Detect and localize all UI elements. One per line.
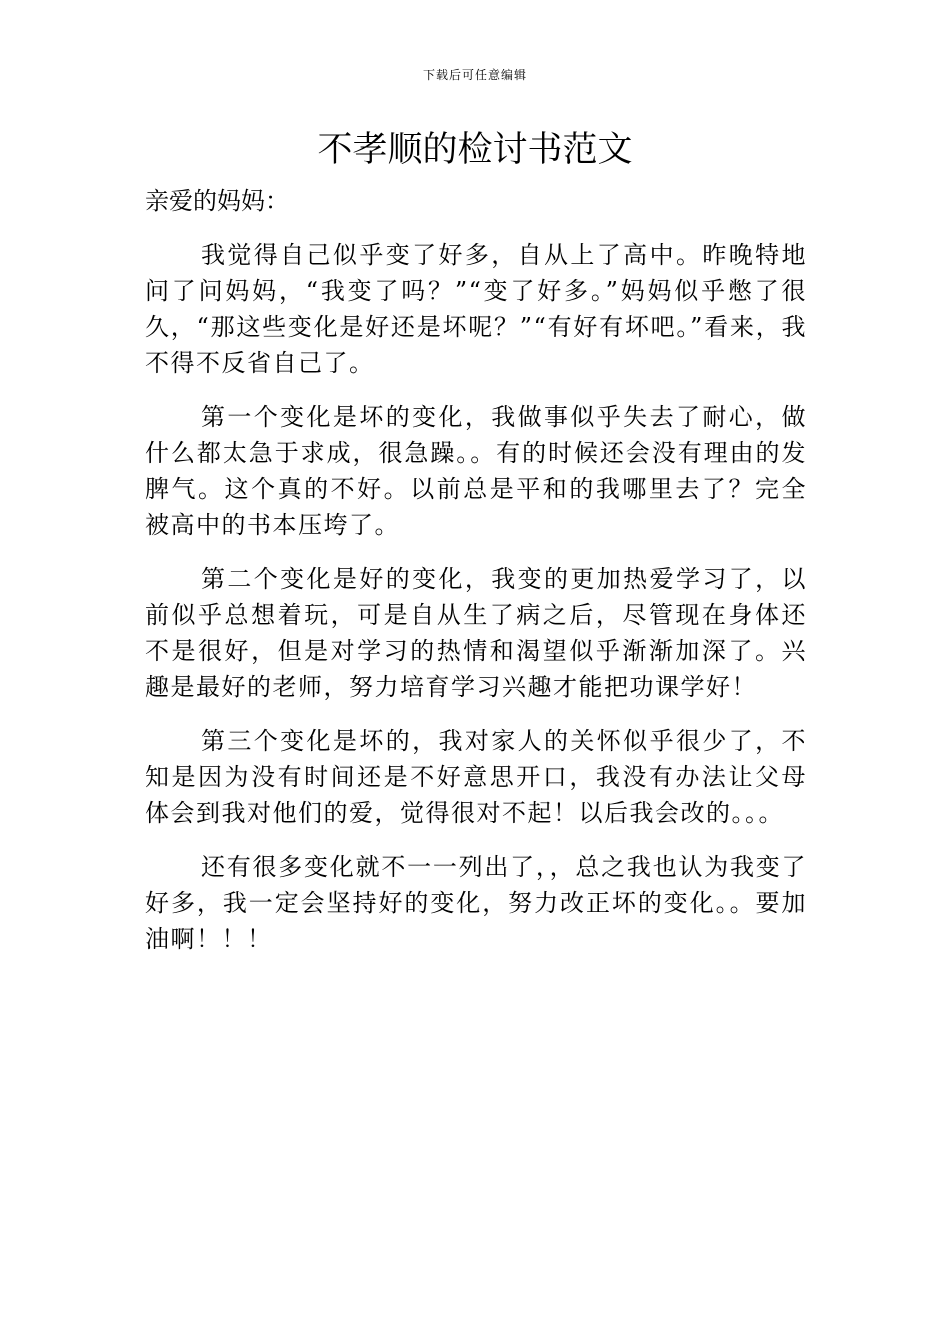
paragraph-5: 还有很多变化就不一一列出了，，总之我也认为我变了好多，我一定会坚持好的变化，努力改正坏的变化。。要加油啊！！！ [145,853,807,953]
document-title: 不孝顺的检讨书范文 [317,130,633,170]
paragraph-3: 第二个变化是好的变化，我变的更加热爱学习了，以前似乎总想着玩，可是自从生了病之后，尽管现在身体还不是很好，但是对学习的热情和渴望似乎渐渐加深了。兴趣是最好的老师，努力培育学习兴趣才能把功课学好！ [145,565,807,701]
header-note: 下载后可任意编辑 [422,68,527,82]
document-body [145,183,807,975]
salutation: 亲爱的妈妈： [145,187,289,215]
paragraph-1: 我觉得自己似乎变了好多，自从上了高中。昨晚特地问了问妈妈，“我变了吗？”“变了好多。”妈妈似乎憋了很久，“那这些变化是好还是坏呢？”“有好有坏吧。”看来，我不得不反省自己了。 [145,241,807,377]
paragraph-4: 第三个变化是坏的，我对家人的关怀似乎很少了，不知是因为没有时间还是不好意思开口，我没有办法让父母体会到我对他们的爱，觉得很对不起！以后我会改的。。。 [145,727,807,827]
paragraph-2: 第一个变化是坏的变化，我做事似乎失去了耐心，做什么都太急于求成，很急躁。。有的时候还会没有理由的发脾气。这个真的不好。以前总是平和的我哪里去了？完全被高中的书本压垮了。 [145,403,807,539]
